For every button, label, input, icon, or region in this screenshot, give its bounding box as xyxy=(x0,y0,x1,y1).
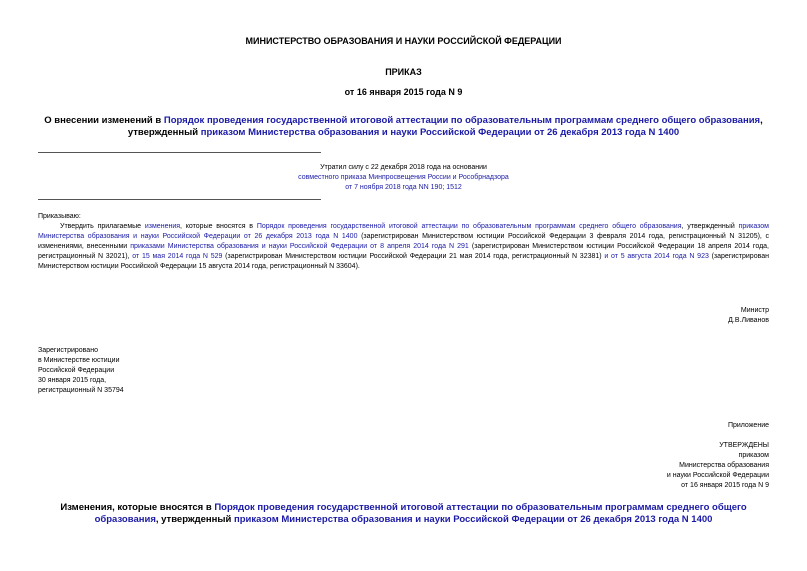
order-word: Приказываю: xyxy=(38,213,81,220)
repeal-line-1: Утратил силу с 22 декабря 2018 года на основании xyxy=(320,164,487,171)
approval-line-3: и науки Российской Федерации xyxy=(666,472,769,479)
para-link-order-291[interactable]: приказами Министерства образования и науки Российской Федерации от 8 апреля 2014 года N 291 xyxy=(130,243,469,250)
para-link-order-1400[interactable]: приказом Министерства образования и науки Российской Федерации от 26 декабря 2013 года N 1400 xyxy=(38,223,769,240)
divider-bottom xyxy=(38,199,321,200)
changes-text-2: , утвержденный xyxy=(155,514,234,525)
changes-text-1: Изменения, которые вносятся в xyxy=(60,502,215,513)
title-text-1: О внесении изменений в xyxy=(44,115,164,126)
reg-line-2: в Министерстве юстиции xyxy=(38,357,120,364)
title-text-2: , утвержденный xyxy=(127,115,763,138)
doc-type: ПРИКАЗ xyxy=(385,67,422,77)
reg-line-4: 30 января 2015 года, xyxy=(38,377,107,384)
signature-block xyxy=(600,306,769,326)
repeal-notice xyxy=(250,163,557,193)
repeal-link-date[interactable]: от 7 ноября 2018 года NN 190; 1512 xyxy=(345,184,462,191)
para-link-order-529[interactable]: от 15 мая 2014 года N 529 xyxy=(132,253,223,260)
repeal-link-order[interactable]: совместного приказа Минпросвещения России и Рособрнадзора xyxy=(298,174,509,181)
title-link-procedure[interactable]: Порядок проведения государственной итоговой аттестации по образовательным программам среднего общего образования xyxy=(163,115,761,126)
title-link-order[interactable]: приказом Министерства образования и науки Российской Федерации от 26 декабря 2013 года N 1400 xyxy=(200,127,680,138)
approval-line-1: приказом xyxy=(738,452,769,459)
doc-date: от 16 января 2015 года N 9 xyxy=(344,87,463,97)
para-text-g: (зарегистрирован Министерством юстиции Российской Федерации 15 августа 2014 года, регистрационный N 33604). xyxy=(38,253,769,270)
approval-line-2: Министерства образования xyxy=(679,462,769,469)
para-text-a: Утвердить прилагаемые xyxy=(60,223,145,230)
para-link-order-923[interactable]: и от 5 августа 2014 года N 923 xyxy=(604,253,709,260)
signature-role: Министр xyxy=(740,307,769,314)
divider-top xyxy=(38,152,321,153)
para-text-e: (зарегистрирован Министерством юстиции Российской Федерации 18 апреля 2014 года, регистрационный N 32021), xyxy=(38,243,769,260)
ministry-heading: МИНИСТЕРСТВО ОБРАЗОВАНИЯ И НАУКИ РОССИЙСКОЙ ФЕДЕРАЦИИ xyxy=(245,36,562,46)
signature-name: Д.В.Ливанов xyxy=(728,317,769,324)
para-link-procedure[interactable]: Порядок проведения государственной итоговой аттестации по образовательным программам среднего общего образования xyxy=(256,223,682,230)
reg-line-5: регистрационный N 35794 xyxy=(38,387,124,394)
appendix-label: Приложение xyxy=(727,422,769,429)
doc-title xyxy=(40,115,767,139)
approval-line-4: от 16 января 2015 года N 9 xyxy=(681,482,769,489)
changes-title xyxy=(40,502,767,526)
order-paragraph xyxy=(38,222,769,272)
para-text-c: , утвержденный xyxy=(681,223,739,230)
para-text-b: , которые вносятся в xyxy=(180,223,257,230)
approval-block xyxy=(560,441,769,491)
para-text-d: (зарегистрирован Министерством юстиции Российской Федерации 3 февраля 2014 года, регистрационный N 31205), с изменениями, внесенными xyxy=(38,233,769,250)
reg-line-1: Зарегистрировано xyxy=(38,347,98,354)
para-link-changes[interactable]: изменения xyxy=(144,223,181,230)
reg-line-3: Российской Федерации xyxy=(38,367,115,374)
changes-link-procedure[interactable]: Порядок проведения государственной итоговой аттестации по образовательным программам среднего общего образования xyxy=(94,502,747,525)
registration-block xyxy=(38,346,238,396)
approval-heading: УТВЕРЖДЕНЫ xyxy=(719,442,769,449)
para-text-f: (зарегистрирован Министерством юстиции Российской Федерации 21 мая 2014 года, регистрационный N 32381) xyxy=(222,253,605,260)
changes-link-order[interactable]: приказом Министерства образования и науки Российской Федерации от 26 декабря 2013 года N 1400 xyxy=(234,514,713,525)
